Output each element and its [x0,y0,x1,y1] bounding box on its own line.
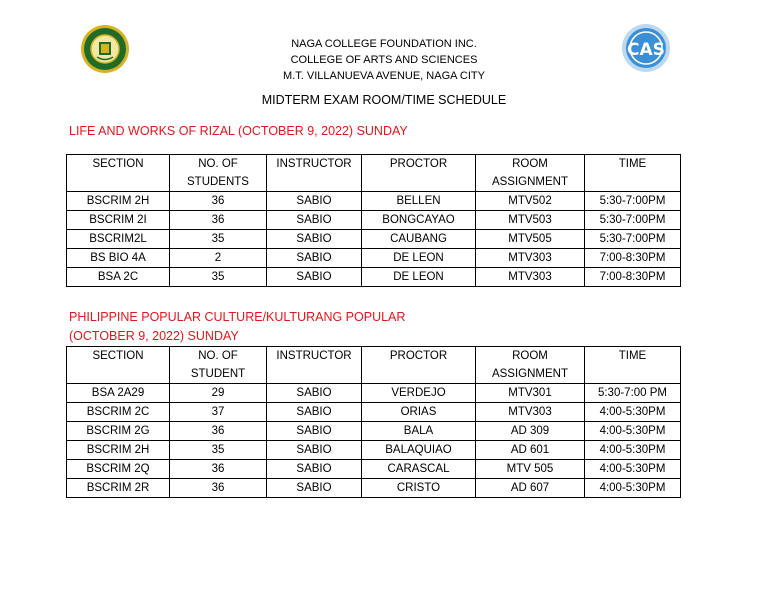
table-row [67,460,681,479]
table-cell: 29 [170,384,267,403]
table-cell: 4:00-5:30PM [585,403,681,422]
table-cell: AD 601 [476,441,585,460]
table-cell: BSCRIM 2Q [67,460,170,479]
table-cell: SABIO [267,268,362,287]
table-row [67,441,681,460]
table-cell: 5:30-7:00PM [585,192,681,211]
table-row [67,422,681,441]
table-cell: 35 [170,230,267,249]
table-cell: 5:30-7:00 PM [585,384,681,403]
header-cell: NO. OF STUDENTS [170,155,267,192]
institution-name: NAGA COLLEGE FOUNDATION INC. [291,38,477,50]
table-cell: 5:30-7:00PM [585,211,681,230]
table-cell: 7:00-8:30PM [585,249,681,268]
table-cell: SABIO [267,422,362,441]
header-cell: SECTION [67,155,170,192]
table-cell: BSCRIM 2I [67,211,170,230]
table-row [67,211,681,230]
table-row [67,479,681,498]
table-cell: SABIO [267,460,362,479]
table-cell: ORIAS [362,403,476,422]
table-cell: 2 [170,249,267,268]
header-cell: TIME [585,155,681,192]
schedule-title: MIDTERM EXAM ROOM/TIME SCHEDULE [261,93,507,107]
table-cell: BSCRIM 2R [67,479,170,498]
institution-address: M.T. VILLANUEVA AVENUE, NAGA CITY [283,70,485,82]
table-cell: MTV503 [476,211,585,230]
table-cell: BSCRIM 2H [67,192,170,211]
table-cell: SABIO [267,192,362,211]
table-cell: SABIO [267,249,362,268]
table-cell: 36 [170,211,267,230]
table-cell: DE LEON [362,268,476,287]
table-cell: 36 [170,192,267,211]
table-cell: MTV505 [476,230,585,249]
table-cell: 35 [170,268,267,287]
table-cell: SABIO [267,441,362,460]
table-cell: 35 [170,441,267,460]
header-cell: NO. OF STUDENT [170,347,267,384]
table-cell: BALA [362,422,476,441]
section1-table [66,154,681,287]
table-row [67,403,681,422]
table-row [67,268,681,287]
table-cell: CRISTO [362,479,476,498]
college-name: COLLEGE OF ARTS AND SCIENCES [290,54,478,66]
table-cell: SABIO [267,479,362,498]
table-cell: BELLEN [362,192,476,211]
table-cell: 4:00-5:30PM [585,422,681,441]
table-cell: DE LEON [362,249,476,268]
table-cell: MTV502 [476,192,585,211]
table-cell: 4:00-5:30PM [585,441,681,460]
document-header [0,36,768,84]
section1-title: LIFE AND WORKS OF RIZAL (OCTOBER 9, 2022) SUNDAY [69,124,408,138]
table-cell: MTV303 [476,249,585,268]
header-cell: PROCTOR [362,347,476,384]
table-cell: 4:00-5:30PM [585,460,681,479]
table-cell: SABIO [267,384,362,403]
table-cell: BSCRIM 2G [67,422,170,441]
table-cell: BONGCAYAO [362,211,476,230]
table-header-row [67,155,681,192]
table-cell: 4:00-5:30PM [585,479,681,498]
header-cell: INSTRUCTOR [267,155,362,192]
header-cell: ROOM ASSIGNMENT [476,155,585,192]
table-cell: 36 [170,460,267,479]
table-cell: BSCRIM2L [67,230,170,249]
header-cell: TIME [585,347,681,384]
header-cell: SECTION [67,347,170,384]
table-row [67,384,681,403]
header-cell: PROCTOR [362,155,476,192]
table-row [67,230,681,249]
table-cell: 36 [170,479,267,498]
table-cell: 36 [170,422,267,441]
table-row [67,192,681,211]
table-cell: MTV301 [476,384,585,403]
table-cell: SABIO [267,403,362,422]
table-header-row [67,347,681,384]
table-cell: 5:30-7:00PM [585,230,681,249]
table-row [67,249,681,268]
table-cell: 37 [170,403,267,422]
table-cell: CAUBANG [362,230,476,249]
table-cell: MTV303 [476,403,585,422]
table-cell: CARASCAL [362,460,476,479]
table-cell: VERDEJO [362,384,476,403]
table-cell: BALAQUIAO [362,441,476,460]
header-cell: INSTRUCTOR [267,347,362,384]
table-cell: BSCRIM 2C [67,403,170,422]
table-cell: SABIO [267,230,362,249]
table-cell: BSCRIM 2H [67,441,170,460]
table-cell: AD 309 [476,422,585,441]
table-cell: BS BIO 4A [67,249,170,268]
table-cell: MTV 505 [476,460,585,479]
table-cell: AD 607 [476,479,585,498]
section2-title: PHILIPPINE POPULAR CULTURE/KULTURANG POPULAR (OCTOBER 9, 2022) SUNDAY [69,310,406,343]
header-cell: ROOM ASSIGNMENT [476,347,585,384]
section2-table [66,346,681,498]
table-cell: 7:00-8:30PM [585,268,681,287]
table-cell: BSA 2A29 [67,384,170,403]
table-cell: SABIO [267,211,362,230]
table-cell: BSA 2C [67,268,170,287]
table-cell: MTV303 [476,268,585,287]
svg-text:CAS: CAS [627,40,665,60]
